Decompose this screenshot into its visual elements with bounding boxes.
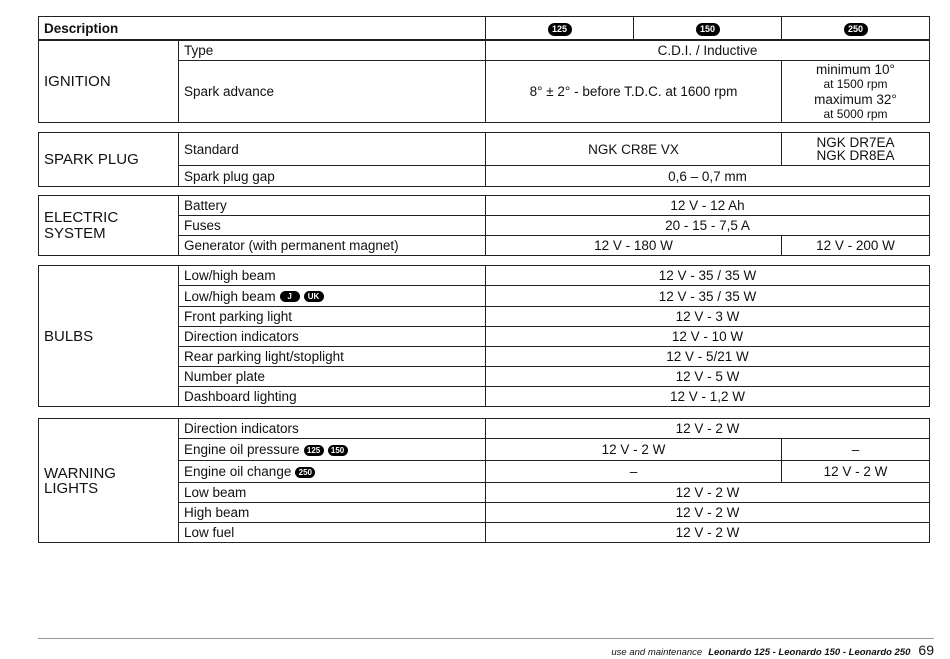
footer-text: use and maintenance <box>611 647 703 658</box>
model-125-badge: 125 <box>304 445 324 456</box>
standard-250 <box>782 133 930 166</box>
fuses-label: Fuses <box>179 216 486 236</box>
bulb-value: 12 V - 5/21 W <box>486 347 930 367</box>
spark-advance-label: Spark advance <box>179 61 486 123</box>
fuses-value: 20 - 15 - 7,5 A <box>486 216 930 236</box>
electric-table <box>38 195 930 256</box>
bulb-value: 12 V - 3 W <box>486 307 930 327</box>
warning-table <box>38 418 930 543</box>
spark-advance-250 <box>782 61 930 123</box>
gap-value: 0,6 – 0,7 mm <box>486 166 930 187</box>
bulbs-table <box>38 265 930 407</box>
standard-value: NGK CR8E VX <box>486 133 782 166</box>
header-150 <box>634 17 782 41</box>
footer-models: Leonardo 125 - Leonardo 150 - Leonardo 250 <box>708 647 911 658</box>
battery-label: Battery <box>179 196 486 216</box>
warn-oil-change-text: Engine oil change <box>184 464 292 479</box>
spark-advance-value: 8° ± 2° - before T.D.C. at 1600 rpm <box>486 61 782 123</box>
advance-min-rpm: at 1500 rpm <box>823 76 888 91</box>
model-150-badge: 150 <box>696 23 720 36</box>
warn-oil-pressure-text: Engine oil pressure <box>184 442 300 457</box>
spark-plug-table <box>38 132 930 187</box>
electric-group <box>39 196 179 256</box>
standard-250-line2: NGK DR8EA <box>816 148 895 163</box>
model-250-badge: 250 <box>295 467 315 478</box>
warn-oil-pressure-label <box>179 439 486 461</box>
warn-high-beam-value: 12 V - 2 W <box>486 503 930 523</box>
standard-label: Standard <box>179 133 486 166</box>
warn-high-beam-label: High beam <box>179 503 486 523</box>
page-footer <box>611 642 934 658</box>
type-value: C.D.I. / Inductive <box>486 40 930 61</box>
bulb-value: 12 V - 10 W <box>486 327 930 347</box>
country-j-badge: J <box>280 291 300 302</box>
bulbs-group: BULBS <box>39 266 179 407</box>
electric-group-line1: ELECTRIC <box>44 208 119 226</box>
warn-dir-label: Direction indicators <box>179 419 486 439</box>
warn-oil-change-label <box>179 461 486 483</box>
gap-label: Spark plug gap <box>179 166 486 187</box>
warn-low-beam-value: 12 V - 2 W <box>486 483 930 503</box>
bulb-value: 12 V - 35 / 35 W <box>486 286 930 307</box>
description-header: Description <box>39 17 486 41</box>
warn-oil-pressure-250: – <box>782 439 930 461</box>
bulb-value: 12 V - 5 W <box>486 367 930 387</box>
warn-low-fuel-label: Low fuel <box>179 523 486 543</box>
warn-oil-change-value: – <box>486 461 782 483</box>
type-label: Type <box>179 40 486 61</box>
bulb-label: Low/high beam <box>179 266 486 286</box>
generator-250: 12 V - 200 W <box>782 236 930 256</box>
advance-max: maximum 32° <box>814 91 897 107</box>
bulb-value: 12 V - 35 / 35 W <box>486 266 930 286</box>
model-150-badge: 150 <box>328 445 348 456</box>
header-table <box>38 16 930 41</box>
bulb-label <box>179 286 486 307</box>
warn-low-beam-label: Low beam <box>179 483 486 503</box>
battery-value: 12 V - 12 Ah <box>486 196 930 216</box>
warn-oil-pressure-value: 12 V - 2 W <box>486 439 782 461</box>
advance-max-rpm: at 5000 rpm <box>823 106 888 121</box>
warn-oil-change-250: 12 V - 2 W <box>782 461 930 483</box>
bulb-label: Rear parking light/stoplight <box>179 347 486 367</box>
model-125-badge: 125 <box>548 23 572 36</box>
bulb-label: Direction indicators <box>179 327 486 347</box>
bulb-label: Dashboard lighting <box>179 387 486 407</box>
warning-group: WARNING LIGHTS <box>39 419 179 543</box>
generator-label: Generator (with permanent magnet) <box>179 236 486 256</box>
electric-group-line2: SYSTEM <box>44 224 106 242</box>
bulb-label-text: Low/high beam <box>184 288 276 304</box>
footer-divider <box>38 638 934 639</box>
country-uk-badge: UK <box>304 291 324 302</box>
advance-min: minimum 10° <box>816 61 895 77</box>
standard-250-line1: NGK DR7EA <box>816 135 895 150</box>
bulb-label: Number plate <box>179 367 486 387</box>
ignition-group: IGNITION <box>39 40 179 123</box>
bulb-label: Front parking light <box>179 307 486 327</box>
header-250 <box>782 17 930 41</box>
spark-plug-group: SPARK PLUG <box>39 133 179 187</box>
header-125 <box>486 17 634 41</box>
warn-dir-value: 12 V - 2 W <box>486 419 930 439</box>
model-250-badge: 250 <box>844 23 868 36</box>
bulb-value: 12 V - 1,2 W <box>486 387 930 407</box>
page-number: 69 <box>918 642 934 658</box>
generator-value: 12 V - 180 W <box>486 236 782 256</box>
warn-low-fuel-value: 12 V - 2 W <box>486 523 930 543</box>
ignition-table <box>38 39 930 123</box>
